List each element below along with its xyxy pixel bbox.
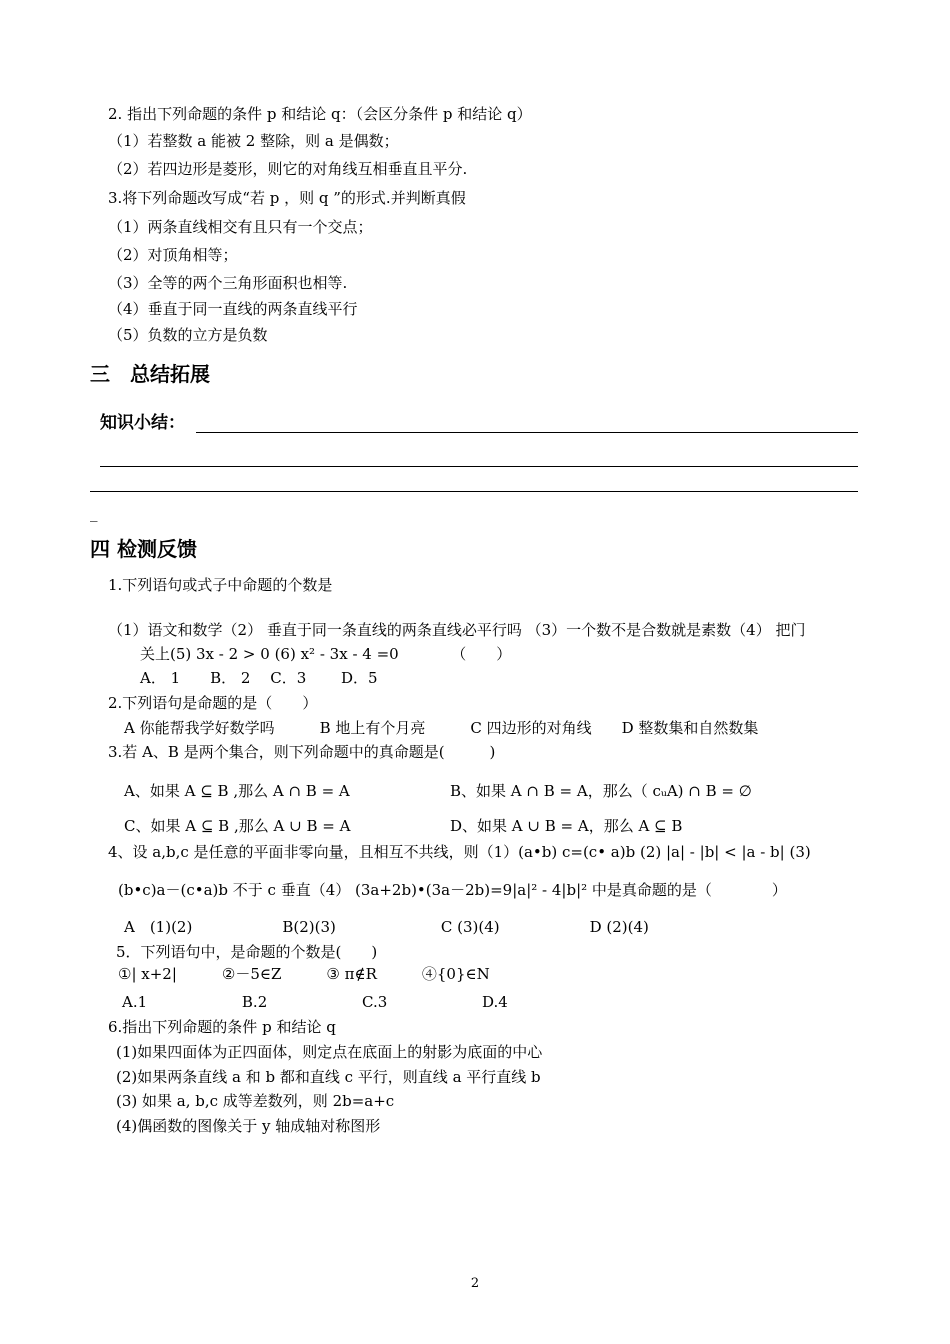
- s4-q2-stem: 2.下列语句是命题的是（ ）: [108, 694, 318, 712]
- summary-blank-line-3[interactable]: [90, 491, 858, 492]
- page-number: 2: [470, 1276, 480, 1291]
- s4-q4-line2: (b•c)a－(c•a)b 不于 c 垂直（4） (3a+2b)•(3a－2b)=9|a|² - 4|b|² 中是真命题的是（ ）: [118, 881, 787, 899]
- s4-q6-item-3: (3) 如果 a, b,c 成等差数列，则 2b=a+c: [116, 1092, 395, 1110]
- s4-q6-stem: 6.指出下列命题的条件 p 和结论 q: [108, 1018, 336, 1036]
- s4-q3-option-b: B、如果 A ∩ B = A，那么（ cᵤA) ∩ B = ∅: [450, 782, 752, 800]
- s4-q3-option-d: D、如果 A ∪ B = A，那么 A ⊆ B: [450, 817, 683, 835]
- s4-q1-line1: （1）语文和数学（2） 垂直于同一条直线的两条直线必平行吗 （3）一个数不是合数就是素数（4） 把门: [108, 621, 806, 639]
- q3-sub5: （5）负数的立方是负数: [108, 326, 268, 344]
- s4-q4-options: A (1)(2) B(2)(3) C (3)(4) D (2)(4): [124, 918, 649, 936]
- s4-q6-item-4: (4)偶函数的图像关于 y 轴成轴对称图形: [116, 1117, 381, 1135]
- s4-q5-options: A.1 B.2 C.3 D.4: [122, 993, 508, 1011]
- s4-q5-stem: 5．下列语句中，是命题的个数是( ): [116, 943, 378, 961]
- summary-blank-line-1[interactable]: [196, 432, 858, 433]
- q2-sub1: （1）若整数 a 能被 2 整除，则 a 是偶数；: [108, 132, 399, 150]
- q3-sub3: （3）全等的两个三角形面积也相等.: [108, 274, 348, 292]
- s4-q3-stem: 3.若 A、B 是两个集合，则下列命题中的真命题是( ): [108, 743, 496, 761]
- s4-q3-option-a: A、如果 A ⊆ B ,那么 A ∩ B = A: [124, 782, 350, 800]
- section4-heading: 四 检测反馈: [90, 537, 197, 561]
- s4-q1-options: A． 1 B． 2 C．3 D．5: [140, 669, 378, 687]
- section3-heading: 三 总结拓展: [90, 362, 210, 386]
- summary-label: 知识小结：: [100, 413, 185, 433]
- q3-sub2: （2）对顶角相等；: [108, 246, 238, 264]
- s4-q3-option-c: C、如果 A ⊆ B ,那么 A ∪ B = A: [124, 817, 351, 835]
- summary-blank-line-2[interactable]: [100, 466, 858, 467]
- q2-stem: 2. 指出下列命题的条件 p 和结论 q：（会区分条件 p 和结论 q）: [108, 105, 532, 123]
- q3-sub1: （1）两条直线相交有且只有一个交点；: [108, 218, 373, 236]
- s4-q2-options: A 你能帮我学好数学吗 B 地上有个月亮 C 四边形的对角线 D 整数集和自然数集: [124, 719, 759, 737]
- s4-q5-items: ①| x+2| ②－5∈Z ③ π∉R ④{0}∈N: [118, 965, 490, 983]
- q3-stem: 3.将下列命题改写成“若 p ，则 q ”的形式.并判断真假: [108, 189, 466, 207]
- s4-q4-stem: 4、设 a,b,c 是任意的平面非零向量，且相互不共线，则（1）(a•b) c=(c• a)b (2) |a| - |b| < |a - b| (3): [108, 843, 811, 861]
- s4-q6-item-2: (2)如果两条直线 a 和 b 都和直线 c 平行，则直线 a 平行直线 b: [116, 1068, 541, 1086]
- s4-q1-line2: 关上(5) 3x - 2 > 0 (6) x² - 3x - 4 =0 （ ）: [140, 645, 512, 663]
- s4-q6-item-1: (1)如果四面体为正四面体，则定点在底面上的射影为底面的中心: [116, 1043, 543, 1061]
- underscore-mark: _: [90, 504, 98, 522]
- q3-sub4: （4）垂直于同一直线的两条直线平行: [108, 300, 358, 318]
- s4-q1-stem: 1.下列语句或式子中命题的个数是: [108, 576, 333, 594]
- q2-sub2: （2）若四边形是菱形，则它的对角线互相垂直且平分.: [108, 160, 468, 178]
